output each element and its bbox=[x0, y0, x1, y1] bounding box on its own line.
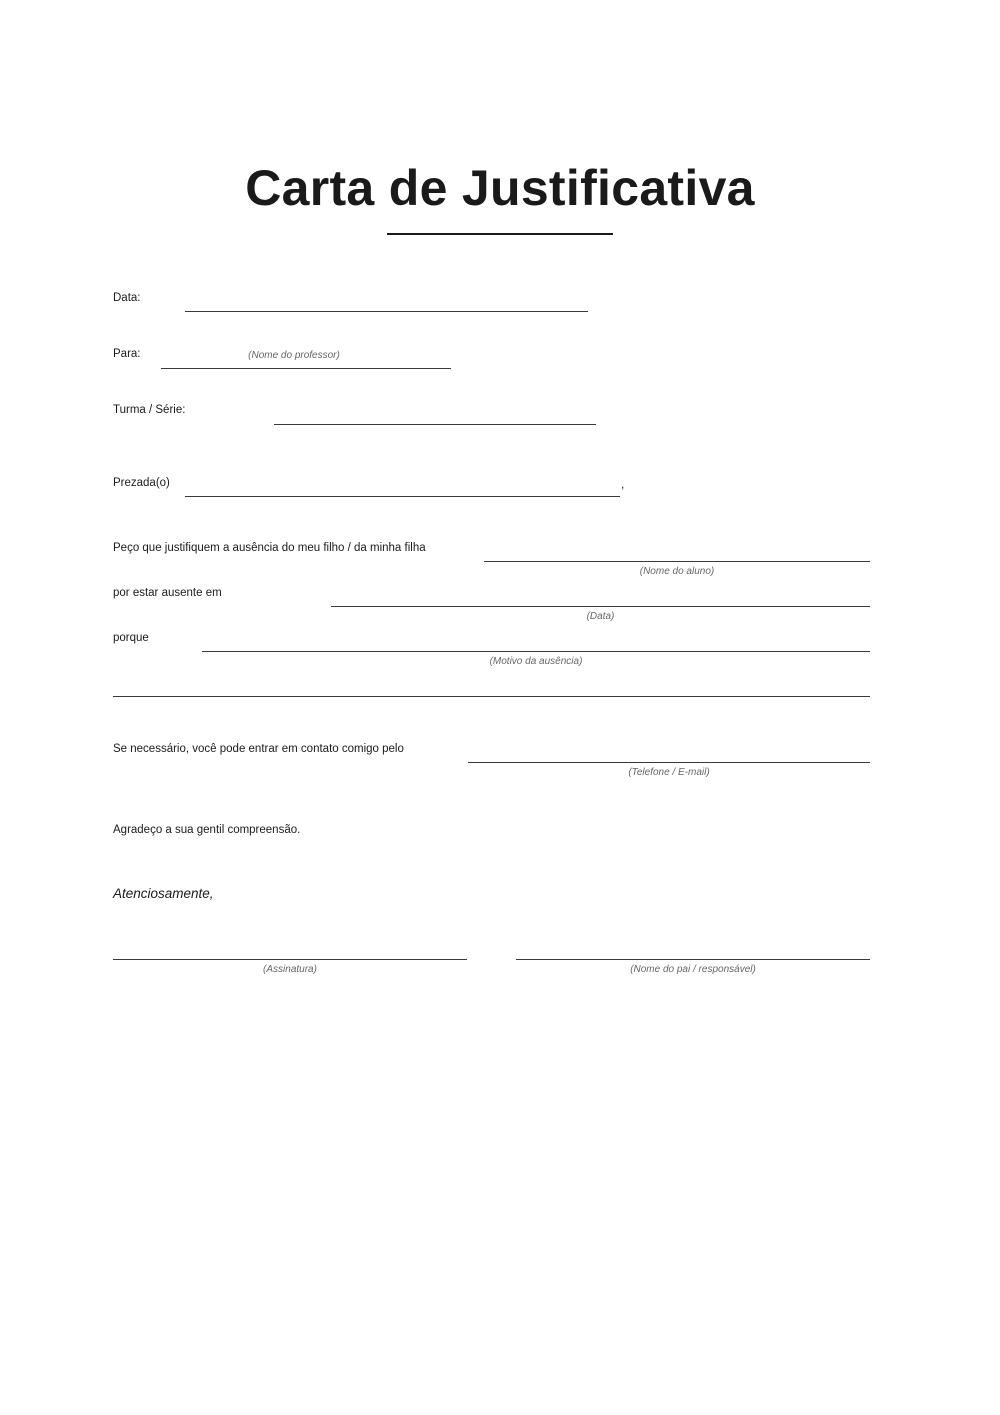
signature-field-line[interactable] bbox=[113, 959, 467, 960]
reason-field-line[interactable] bbox=[202, 651, 870, 652]
class-label: Turma / Série: bbox=[113, 404, 186, 416]
thanks-text: Agradeço a sua gentil compreensão. bbox=[113, 824, 301, 836]
reason-hint: (Motivo da ausência) bbox=[489, 656, 583, 667]
absent-text: por estar ausente em bbox=[113, 587, 222, 599]
class-field-line[interactable] bbox=[274, 424, 596, 425]
page-title: Carta de Justificativa bbox=[245, 160, 755, 216]
student-name-field-line[interactable] bbox=[484, 561, 870, 562]
teacher-name-field-line[interactable] bbox=[161, 368, 451, 369]
reason-text: porque bbox=[113, 632, 149, 644]
parent-name-field-line[interactable] bbox=[516, 959, 870, 960]
date-label: Data: bbox=[113, 292, 141, 304]
date-field-line[interactable] bbox=[185, 311, 588, 312]
teacher-name-hint: (Nome do professor) bbox=[248, 350, 340, 361]
absence-date-hint: (Data) bbox=[586, 611, 615, 622]
parent-name-hint: (Nome do pai / responsável) bbox=[630, 964, 756, 975]
reason-extra-line[interactable] bbox=[113, 696, 870, 697]
contact-text: Se necessário, você pode entrar em contato comigo pelo bbox=[113, 743, 404, 755]
student-name-hint: (Nome do aluno) bbox=[639, 566, 715, 577]
title-underline bbox=[387, 233, 613, 235]
contact-hint: (Telefone / E-mail) bbox=[628, 767, 710, 778]
closing-text: Atenciosamente, bbox=[113, 886, 214, 901]
salutation-comma: , bbox=[621, 477, 625, 491]
salutation-label: Prezada(o) bbox=[113, 477, 170, 489]
request-text: Peço que justifiquem a ausência do meu filho / da minha filha bbox=[113, 542, 426, 554]
contact-field-line[interactable] bbox=[468, 762, 870, 763]
recipient-name-field-line[interactable] bbox=[185, 496, 620, 497]
signature-hint: (Assinatura) bbox=[263, 964, 317, 975]
to-label: Para: bbox=[113, 348, 141, 360]
absence-date-field-line[interactable] bbox=[331, 606, 870, 607]
